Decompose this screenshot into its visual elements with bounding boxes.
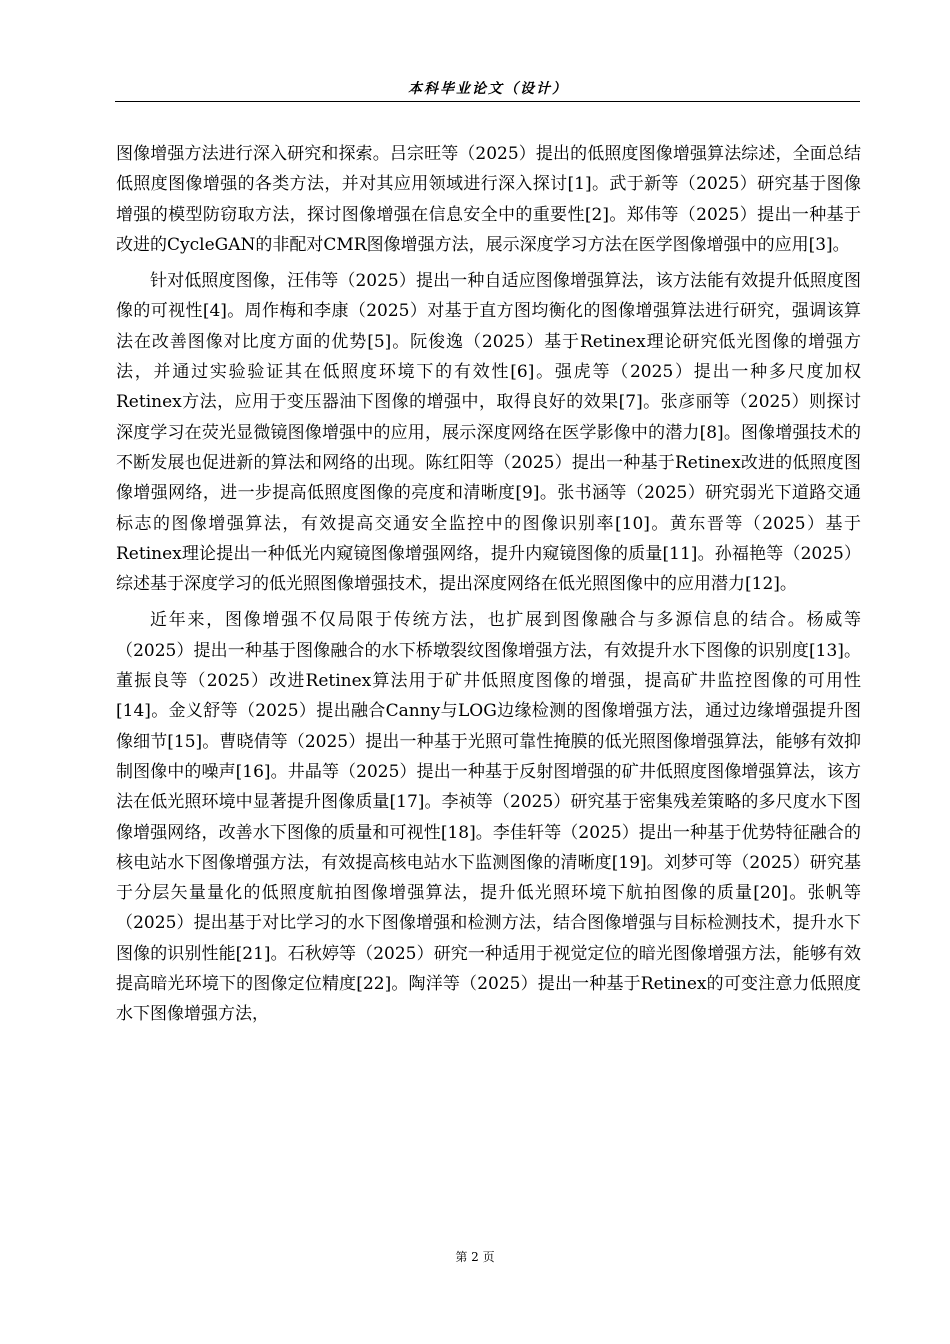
- paragraph-3: 近年来，图像增强不仅局限于传统方法，也扩展到图像融合与多源信息的结合。杨威等（2025）提出一种基于图像融合的水下桥墩裂纹图像增强方法，有效提升水下图像的识别度[13]。董振良等（2025）改进Retinex算法用于矿井低照度图像的增强，提高矿井监控图像的可用性[14]。金义舒等（2025）提出融合Canny与LOG边缘检测的图像增强方法，通过边缘增强提升图像细节[15]。曹晓倩等（2025）提出一种基于光照可靠性掩膜的低光照图像增强算法，能够有效抑制图像中的噪声[16]。井晶等（2025）提出一种基于反射图增强的矿井低照度图像增强算法，该方法在低光照环境中显著提升图像质量[17]。李祯等（2025）研究基于密集残差策略的多尺度水下图像增强网络，改善水下图像的质量和可视性[18]。李佳轩等（2025）提出一种基于优势特征融合的核电站水下图像增强方法，有效提高核电站水下监测图像的清晰度[19]。刘梦可等（2025）研究基于分层矢量量化的低照度航拍图像增强算法，提升低光照环境下航拍图像的质量[20]。张帆等（2025）提出基于对比学习的水下图像增强和检测方法，结合图像增强与目标检测技术，提升水下图像的识别性能[21]。石秋婷等（2025）研究一种适用于视觉定位的暗光图像增强方法，能够有效提高暗光环境下的图像定位精度[22]。陶洋等（2025）提出一种基于Retinex的可变注意力低照度水下图像增强方法，: [116, 610, 861, 1025]
- header-rule: [115, 101, 860, 102]
- paragraph-1: 图像增强方法进行深入研究和探索。吕宗旺等（2025）提出的低照度图像增强算法综述，全面总结低照度图像增强的各类方法，并对其应用领域进行深入探讨[1]。武于新等（2025）研究基于图像增强的模型防窃取方法，探讨图像增强在信息安全中的重要性[2]。郑伟等（2025）提出一种基于改进的CycleGAN的非配对CMR图像增强方法，展示深度学习方法在医学图像增强中的应用[3]。: [116, 144, 861, 255]
- page-number: 第 2 页: [455, 1250, 495, 1264]
- paragraph-2: 针对低照度图像，汪伟等（2025）提出一种自适应图像增强算法，该方法能有效提升低照度图像的可视性[4]。周作梅和李康（2025）对基于直方图均衡化的图像增强算法进行研究，强调该算法在改善图像对比度方面的优势[5]。阮俊逸（2025）基于Retinex理论研究低光图像的增强方法，并通过实验验证其在低照度环境下的有效性[6]。强虎等（2025）提出一种多尺度加权Retinex方法，应用于变压器油下图像的增强中，取得良好的效果[7]。张彦丽等（2025）则探讨深度学习在荧光显微镜图像增强中的应用，展示深度网络在医学影像中的潜力[8]。图像增强技术的不断发展也促进新的算法和网络的出现。陈红阳等（2025）提出一种基于Retinex改进的低照度图像增强网络，进一步提高低照度图像的亮度和清晰度[9]。张书涵等（2025）研究弱光下道路交通标志的图像增强算法，有效提高交通安全监控中的图像识别率[10]。黄东晋等（2025）基于Retinex理论提出一种低光内窥镜图像增强网络，提升内窥镜图像的质量[11]。孙福艳等（2025）综述基于深度学习的低光照图像增强技术，提出深度网络在低光照图像中的应用潜力[12]。: [116, 271, 861, 595]
- body-text: [116, 139, 861, 1036]
- running-header: 本科毕业论文（设计）: [408, 81, 568, 97]
